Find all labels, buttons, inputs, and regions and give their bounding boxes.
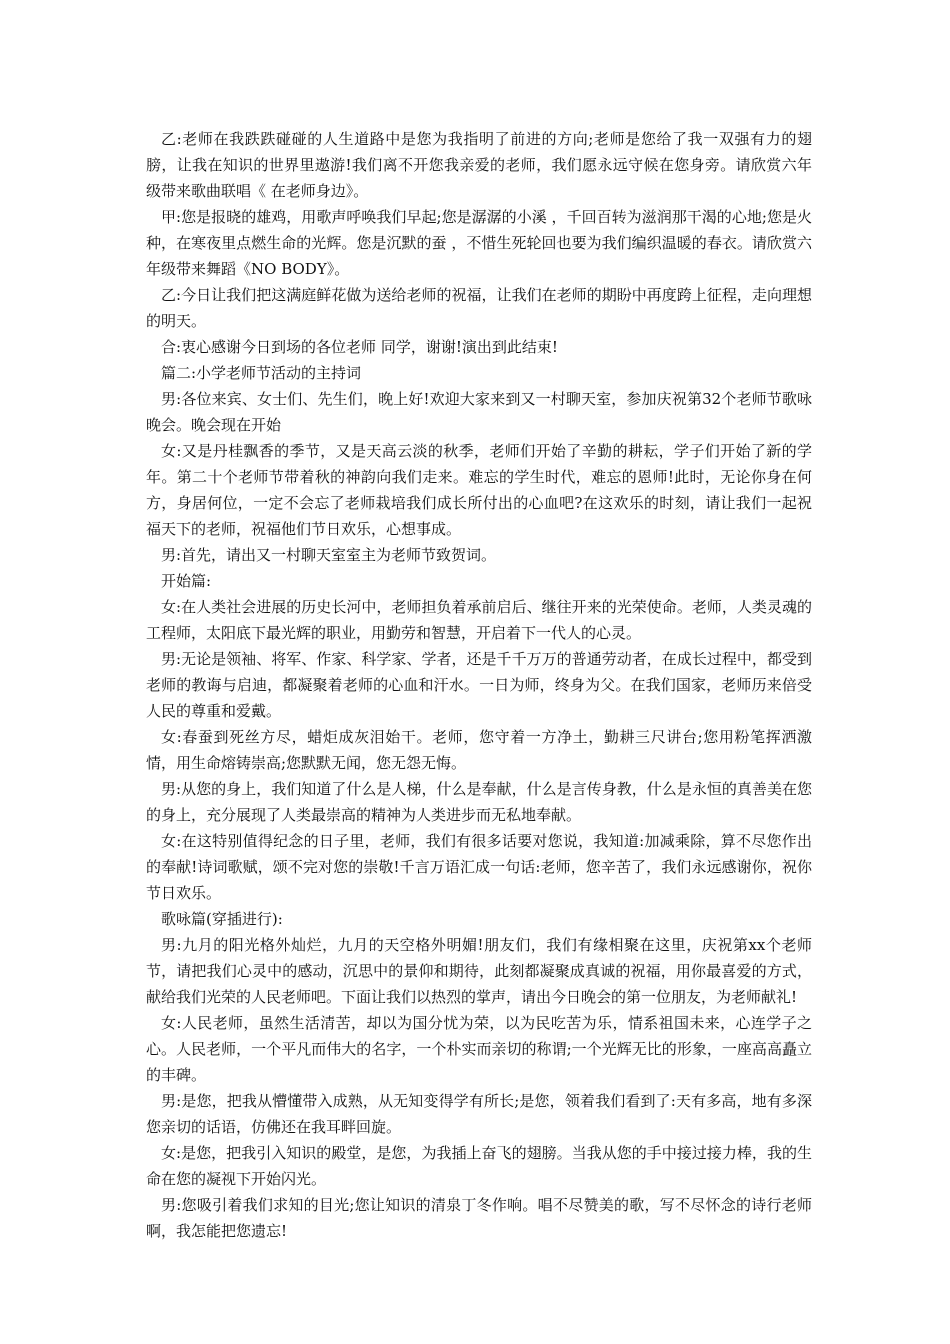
paragraph: 男:从您的身上，我们知道了什么是人梯，什么是奉献，什么是言传身教，什么是永恒的真善美在您的身上，充分展现了人类最崇高的精神为人类进步而无私地奉献。 (146, 780, 812, 824)
section-heading: 开始篇: (161, 572, 212, 590)
paragraph: 男:无论是领袖、将军、作家、科学家、学者，还是千千万万的普通劳动者，在成长过程中，都受到老师的教诲与启迪，都凝聚着老师的心血和汗水。一日为师，终身为父。在我们国家，老师历来倍受人民的尊重和爱戴。 (146, 650, 812, 720)
paragraph: 男:您吸引着我们求知的目光;您让知识的清泉丁冬作响。唱不尽赞美的歌，写不尽怀念的诗行老师啊，我怎能把您遗忘! (146, 1196, 812, 1240)
section-heading: 歌咏篇(穿插进行): (161, 910, 283, 928)
paragraph: 男:各位来宾、女士们、先生们，晚上好!欢迎大家来到又一村聊天室，参加庆祝第32个老师节歌咏晚会。晚会现在开始 (146, 390, 812, 434)
paragraph: 女:人民老师，虽然生活清苦，却以为国分忧为荣，以为民吃苦为乐，情系祖国未来，心连学子之心。人民老师，一个平凡而伟大的名字，一个朴实而亲切的称谓;一个光辉无比的形象，一座高高矗立的丰碑。 (146, 1014, 812, 1084)
paragraph: 合:衷心感谢今日到场的各位老师 同学，谢谢!演出到此结束! (161, 338, 558, 356)
paragraph: 女:在人类社会进展的历史长河中，老师担负着承前启后、继往开来的光荣使命。老师，人类灵魂的工程师，太阳底下最光辉的职业，用勤劳和智慧，开启着下一代人的心灵。 (146, 598, 812, 642)
paragraph: 女:在这特别值得纪念的日子里，老师，我们有很多话要对您说，我知道:加减乘除，算不尽您作出的奉献!诗词歌赋，颂不完对您的崇敬!千言万语汇成一句话:老师，您辛苦了，我们永远感谢你，祝你节日欢乐。 (146, 832, 812, 902)
paragraph: 甲:您是报晓的雄鸡，用歌声呼唤我们早起;您是潺潺的小溪 ，千回百转为滋润那干渴的心地;您是火种，在寒夜里点燃生命的光辉。您是沉默的蚕 ，不惜生死轮回也要为我们编织温暖的春衣。请欣赏六年级带来舞蹈《NO BODY》。 (146, 208, 812, 278)
paragraph: 男:九月的阳光格外灿烂，九月的天空格外明媚!朋友们，我们有缘相聚在这里，庆祝第xx个老师节，请把我们心灵中的感动，沉思中的景仰和期待，此刻都凝聚成真诚的祝福，用你最喜爱的方式，献给我们光荣的人民老师吧。下面让我们以热烈的掌声，请出今日晚会的第一位朋友，为老师献礼! (146, 936, 812, 1006)
paragraph: 女:又是丹桂飘香的季节，又是天高云淡的秋季，老师们开始了辛勤的耕耘，学子们开始了新的学年。第二十个老师节带着秋的神韵向我们走来。难忘的学生时代，难忘的恩师!此时，无论你身在何方，身居何位，一定不会忘了老师栽培我们成长所付出的心血吧?在这欢乐的时刻，请让我们一起祝福天下的老师，祝福他们节日欢乐，心想事成。 (146, 442, 812, 538)
paragraph: 女:是您，把我引入知识的殿堂，是您，为我插上奋飞的翅膀。当我从您的手中接过接力棒，我的生命在您的凝视下开始闪光。 (146, 1144, 812, 1188)
section-heading: 篇二:小学老师节活动的主持词 (161, 364, 362, 382)
paragraph: 男:是您，把我从懵懂带入成熟，从无知变得学有所长;是您，领着我们看到了:天有多高，地有多深您亲切的话语，仿佛还在我耳畔回旋。 (146, 1092, 812, 1136)
paragraph: 男:首先，请出又一村聊天室室主为老师节致贺词。 (161, 546, 497, 564)
paragraph: 乙:今日让我们把这满庭鲜花做为送给老师的祝福，让我们在老师的期盼中再度跨上征程，走向理想的明天。 (146, 286, 812, 330)
document-page (146, 126, 812, 1244)
paragraph: 女:春蚕到死丝方尽，蜡炬成灰泪始干。老师，您守着一方净土，勤耕三尺讲台;您用粉笔挥洒激情，用生命熔铸崇高;您默默无闻，您无怨无悔。 (146, 728, 812, 772)
paragraph: 乙:老师在我跌跌碰碰的人生道路中是您为我指明了前进的方向;老师是您给了我一双强有力的翅膀，让我在知识的世界里遨游!我们离不开您我亲爱的老师，我们愿永远守候在您身旁。请欣赏六年级带来歌曲联唱《 在老师身边》。 (146, 130, 812, 200)
